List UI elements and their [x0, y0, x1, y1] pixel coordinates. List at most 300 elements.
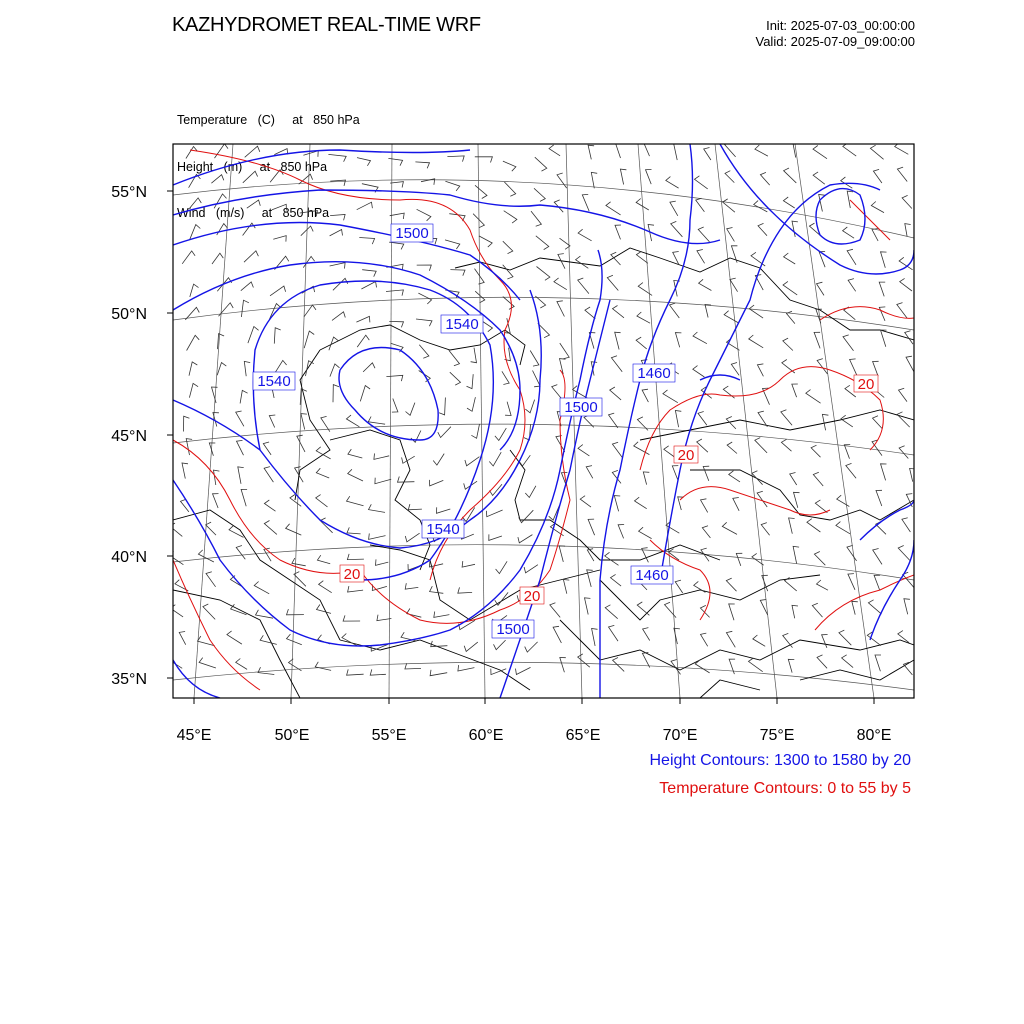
- wind-barb: [189, 383, 198, 397]
- wind-barb: [531, 211, 541, 226]
- wind-barb: [317, 555, 330, 564]
- wind-barb: [749, 305, 763, 318]
- wind-barb: [505, 402, 511, 416]
- wind-barb: [701, 499, 708, 513]
- wind-barb: [263, 442, 271, 455]
- wind-barb: [240, 390, 248, 403]
- wind-barb: [213, 494, 219, 508]
- wind-barb: [905, 224, 911, 237]
- wind-barb: [761, 523, 769, 536]
- wind-barb: [615, 225, 621, 239]
- wind-barb: [588, 145, 594, 159]
- wind-barb: [705, 304, 711, 317]
- wind-barb: [876, 522, 886, 535]
- wind-barb: [611, 356, 622, 372]
- wind-barb: [637, 602, 649, 615]
- wind-barb: [236, 546, 245, 560]
- wind-barb: [616, 144, 622, 159]
- wind-barb: [811, 445, 820, 457]
- field-wind: Wind (m/s) at 850 hPa: [177, 206, 330, 220]
- wind-barb: [198, 636, 215, 646]
- wind-barb: [695, 660, 709, 673]
- wind-barb: [784, 168, 797, 183]
- wind-barb: [550, 603, 560, 618]
- wind-barb: [665, 602, 677, 617]
- wind-barb: [534, 188, 545, 201]
- wind-barb: [871, 202, 884, 213]
- wind-barb: [586, 466, 593, 479]
- wind-barb: [578, 278, 589, 294]
- field-height: Height (m) at 850 hPa: [177, 159, 328, 174]
- wind-barb: [806, 390, 821, 404]
- wind-barb: [846, 463, 856, 478]
- wind-barb: [723, 199, 735, 212]
- wind-barb: [611, 574, 622, 586]
- wind-barb: [503, 297, 514, 310]
- wind-barb: [817, 282, 825, 295]
- wind-barb: [347, 669, 364, 675]
- wind-barb: [870, 145, 883, 159]
- wind-barb: [530, 351, 539, 367]
- wind-barb: [606, 202, 621, 215]
- wind-barb: [874, 575, 880, 590]
- wind-barb: [319, 581, 332, 593]
- height-label: 1460: [635, 567, 669, 584]
- wind-barb: [357, 202, 373, 210]
- wind-barb: [274, 328, 280, 344]
- wind-barb: [560, 343, 569, 359]
- temperature-label: 20: [523, 588, 541, 605]
- wind-barb: [670, 303, 680, 318]
- wind-barb: [417, 209, 431, 221]
- wind-barb: [639, 527, 652, 538]
- wind-barb: [217, 224, 228, 236]
- wind-barb: [168, 655, 183, 668]
- wind-barb: [792, 384, 798, 397]
- wind-barb: [674, 628, 680, 644]
- height-label: 1500: [395, 225, 429, 242]
- wind-barb: [214, 194, 226, 208]
- wind-barb: [407, 609, 422, 618]
- wind-barb: [357, 158, 371, 166]
- wind-barb: [348, 449, 362, 458]
- wind-barb: [793, 546, 799, 563]
- lon-label: 50°E: [274, 727, 310, 744]
- wind-barb: [186, 147, 197, 159]
- wind-barb: [675, 411, 681, 428]
- wind-barb: [605, 552, 619, 565]
- wind-barb: [419, 345, 429, 359]
- wind-barb: [320, 518, 332, 533]
- wind-barb: [881, 330, 887, 347]
- wind-barb: [726, 578, 736, 591]
- wind-barb: [638, 283, 652, 296]
- height-contours: [173, 144, 914, 698]
- wind-barb: [881, 252, 887, 268]
- wind-barb: [670, 201, 678, 216]
- wind-barb: [438, 427, 451, 438]
- wind-barb: [386, 290, 403, 296]
- wind-barb: [244, 361, 250, 376]
- wind-barb: [788, 659, 794, 672]
- wind-barb: [847, 545, 857, 561]
- wind-barb: [462, 508, 474, 522]
- wind-barb: [848, 574, 855, 590]
- wind-barb: [847, 191, 853, 208]
- wind-barb: [879, 307, 885, 321]
- wind-barb: [703, 466, 709, 481]
- wind-barb: [392, 399, 398, 413]
- wind-barb: [898, 546, 910, 562]
- wind-barb: [671, 221, 683, 236]
- wind-barb: [516, 667, 531, 674]
- wind-barb: [588, 519, 595, 535]
- wind-barb: [445, 240, 460, 249]
- wind-barb: [475, 185, 487, 198]
- height-label: 1500: [496, 621, 530, 638]
- wind-barb: [704, 148, 711, 161]
- wind-barb: [181, 499, 189, 512]
- wind-barb: [674, 143, 680, 160]
- wind-barb: [389, 321, 403, 327]
- wind-barb: [751, 252, 765, 266]
- wind-barb: [241, 300, 249, 317]
- wind-barb: [822, 635, 828, 648]
- wind-barb: [729, 471, 740, 482]
- wind-barb: [343, 615, 360, 621]
- wind-barb: [264, 500, 275, 511]
- wind-barb: [815, 500, 827, 513]
- temperature-contour-labels: [340, 375, 878, 605]
- wind-barb: [733, 498, 739, 511]
- wind-barb: [731, 246, 737, 263]
- wind-barb: [433, 454, 444, 466]
- wind-barb: [465, 457, 480, 466]
- wind-barb: [247, 200, 260, 208]
- wind-barb: [785, 578, 797, 591]
- wind-barb: [844, 445, 850, 459]
- wind-barb: [664, 446, 675, 458]
- wind-barb: [904, 662, 913, 675]
- wind-barb: [553, 626, 561, 643]
- wind-barb: [503, 161, 516, 171]
- wind-barb: [179, 632, 186, 645]
- wind-barb: [783, 197, 794, 208]
- wind-barb: [817, 580, 829, 590]
- wind-barb: [206, 522, 216, 535]
- wind-barb: [729, 604, 735, 620]
- wind-barb: [552, 385, 562, 399]
- wind-barb: [643, 472, 649, 485]
- wind-barb: [897, 303, 907, 319]
- wind-barb: [873, 361, 879, 376]
- wind-barb: [212, 387, 218, 403]
- wind-barb: [370, 669, 386, 675]
- wind-barb: [316, 468, 329, 478]
- wind-barb: [272, 204, 287, 210]
- wind-barb: [637, 312, 650, 323]
- wind-barb: [637, 417, 648, 431]
- wind-barb: [848, 279, 856, 292]
- wind-barb: [897, 412, 910, 427]
- wind-barb: [752, 471, 763, 485]
- wind-barb: [431, 641, 448, 647]
- wind-barb: [850, 359, 857, 375]
- wind-barb: [489, 452, 501, 466]
- wind-barb: [910, 468, 916, 481]
- wind-barb: [695, 176, 708, 189]
- wind-barb: [248, 327, 259, 344]
- wind-barb: [416, 319, 432, 326]
- wind-barb: [615, 332, 621, 349]
- wind-barb: [618, 525, 624, 539]
- wind-barb: [693, 366, 705, 377]
- wind-barb: [486, 510, 502, 517]
- wind-barb: [417, 265, 432, 271]
- wind-barb: [346, 415, 359, 427]
- temperature-label: 20: [343, 566, 361, 583]
- wind-barb: [666, 177, 679, 189]
- wind-barb: [464, 642, 478, 651]
- wind-barb: [725, 171, 734, 183]
- wind-barb: [182, 463, 188, 479]
- wind-barb: [560, 658, 566, 673]
- wind-barb: [814, 552, 825, 566]
- wind-barb: [790, 473, 797, 486]
- wind-barb: [244, 251, 258, 262]
- wind-barb: [449, 350, 460, 366]
- wind-barb: [757, 364, 763, 376]
- wind-barb: [300, 211, 318, 217]
- wind-barb: [287, 609, 304, 615]
- wind-barb: [837, 495, 850, 506]
- wind-barb: [868, 600, 881, 614]
- wind-barb: [437, 507, 451, 513]
- wind-barb: [783, 633, 793, 647]
- height-legend: Height Contours: 1300 to 1580 by 20: [649, 752, 911, 769]
- wind-barb: [369, 533, 386, 539]
- wind-barb: [348, 586, 364, 592]
- wind-barb: [535, 157, 547, 171]
- wind-barb: [185, 307, 199, 320]
- wind-barb: [607, 275, 618, 290]
- wind-barb: [696, 198, 705, 212]
- wind-barb: [899, 446, 908, 459]
- wind-barb: [236, 659, 247, 670]
- wind-barb: [297, 435, 305, 452]
- wind-barb: [286, 524, 302, 535]
- lon-label: 70°E: [662, 727, 698, 744]
- lat-label: 40°N: [111, 549, 147, 566]
- wind-barb: [582, 194, 589, 211]
- wind-barb: [881, 464, 887, 481]
- wind-barb: [635, 497, 647, 509]
- wind-barb: [170, 523, 182, 536]
- wind-barb: [753, 635, 765, 646]
- wind-barb: [287, 634, 302, 645]
- lat-label: 45°N: [111, 428, 147, 445]
- wind-barb: [406, 403, 415, 416]
- wind-barb: [727, 442, 737, 454]
- init-time: Init: 2025-07-03_00:00:00: [766, 18, 915, 33]
- wind-barb: [236, 411, 244, 426]
- wind-barb: [243, 171, 258, 183]
- wind-barb: [241, 489, 247, 506]
- wind-barb: [578, 445, 589, 456]
- wind-barb: [701, 633, 708, 646]
- wind-barb: [405, 533, 419, 542]
- wind-barb: [726, 631, 735, 647]
- wind-barb: [537, 267, 550, 281]
- wind-barb: [361, 282, 376, 290]
- wind-barb: [458, 665, 475, 671]
- wind-barb: [729, 659, 735, 674]
- wind-barb: [814, 332, 820, 348]
- wind-barb: [264, 521, 277, 535]
- wind-barb: [524, 565, 538, 573]
- wind-barb: [794, 492, 800, 508]
- wind-barb: [557, 173, 567, 188]
- wind-barb: [292, 558, 306, 566]
- country-borders: [173, 248, 914, 698]
- wind-barb: [612, 442, 622, 457]
- wind-barb: [873, 169, 882, 183]
- wind-barb: [836, 522, 850, 534]
- wind-barb: [328, 154, 346, 161]
- wind-barb: [518, 535, 533, 543]
- lat-label: 35°N: [111, 671, 147, 688]
- wind-barb: [852, 601, 858, 614]
- wind-barb: [495, 428, 506, 440]
- wind-barb: [212, 253, 223, 264]
- wind-barb: [169, 551, 184, 564]
- wind-barb: [209, 443, 215, 456]
- wind-barb: [519, 510, 534, 523]
- wind-barb: [813, 172, 825, 184]
- wind-barb: [273, 236, 286, 242]
- wind-barb: [304, 305, 316, 317]
- wind-barb: [902, 518, 911, 532]
- wind-barb: [560, 359, 566, 375]
- wind-barb: [171, 605, 184, 617]
- wind-barb: [369, 504, 386, 512]
- height-label: 1460: [637, 365, 671, 382]
- lon-label: 80°E: [856, 727, 892, 744]
- wind-barb: [792, 605, 798, 618]
- wind-barb: [576, 256, 589, 268]
- wind-barb: [605, 605, 618, 619]
- wind-barb: [502, 371, 509, 384]
- wind-barb: [609, 413, 618, 428]
- wind-barb: [698, 227, 709, 242]
- wind-barb: [722, 522, 737, 534]
- wind-barb: [264, 467, 273, 483]
- wind-barb: [348, 469, 363, 481]
- wind-barb: [563, 580, 569, 594]
- wind-barb: [897, 167, 907, 181]
- wind-barb: [347, 527, 361, 534]
- wind-barb: [316, 447, 330, 459]
- wind-barb: [374, 453, 389, 459]
- wind-barb: [375, 478, 391, 484]
- wind-barb: [199, 658, 216, 668]
- wind-barb: [783, 338, 793, 350]
- wind-barb: [211, 175, 223, 184]
- wind-barb: [872, 229, 878, 242]
- wind-barb: [610, 387, 621, 400]
- wind-barb: [755, 438, 767, 453]
- wind-barb: [357, 335, 369, 347]
- wind-barb: [330, 364, 340, 377]
- valid-time: Valid: 2025-07-09_09:00:00: [755, 34, 915, 49]
- wind-barb: [525, 486, 536, 498]
- wind-barb: [663, 390, 678, 403]
- wind-barb: [467, 374, 474, 388]
- wind-barb: [203, 604, 215, 619]
- wind-barb: [467, 397, 475, 411]
- wind-barb: [450, 270, 465, 276]
- wind-barb: [899, 388, 908, 401]
- wind-barb: [503, 241, 513, 254]
- wind-barb: [902, 195, 912, 208]
- wind-barb: [189, 362, 197, 376]
- wind-barb: [386, 375, 402, 381]
- wind-barb: [578, 654, 590, 667]
- wind-barb: [754, 201, 768, 212]
- lat-label: 55°N: [111, 184, 147, 201]
- wind-barb: [533, 371, 541, 387]
- wind-barb: [217, 363, 226, 376]
- wind-barb: [362, 270, 376, 277]
- wind-barb: [843, 227, 855, 238]
- wind-barb: [578, 229, 592, 241]
- wind-barb: [333, 385, 339, 403]
- wind-barb: [672, 466, 678, 480]
- wind-barb: [439, 398, 445, 415]
- wind-barb: [332, 312, 345, 321]
- wind-barb: [620, 169, 626, 184]
- wind-barb: [227, 631, 242, 644]
- lat-axis: [167, 191, 173, 678]
- wind-barb: [841, 177, 853, 188]
- wind-barb: [873, 416, 883, 429]
- wind-barb: [206, 572, 216, 587]
- wind-barb: [736, 553, 742, 566]
- wind-barb: [306, 361, 314, 376]
- wind-barb: [789, 518, 795, 534]
- wind-barb: [646, 169, 652, 184]
- wind-barb: [554, 278, 567, 290]
- wind-barb: [494, 640, 506, 650]
- wind-barb: [749, 335, 764, 348]
- wind-barb: [315, 662, 331, 671]
- wind-barb: [847, 249, 856, 264]
- wind-barb: [591, 172, 597, 188]
- lon-label: 60°E: [468, 727, 504, 744]
- wind-barb: [503, 265, 513, 279]
- wind-barb: [330, 230, 343, 236]
- wind-barb: [356, 316, 370, 322]
- wind-barb: [812, 603, 822, 617]
- wind-barb: [755, 145, 768, 156]
- wind-barb: [429, 480, 443, 486]
- wind-barb: [699, 279, 712, 290]
- wind-barb: [731, 363, 739, 376]
- wind-barb: [238, 467, 244, 484]
- map-frame: [173, 144, 914, 698]
- wind-barb: [784, 253, 796, 264]
- wind-barb: [458, 587, 472, 593]
